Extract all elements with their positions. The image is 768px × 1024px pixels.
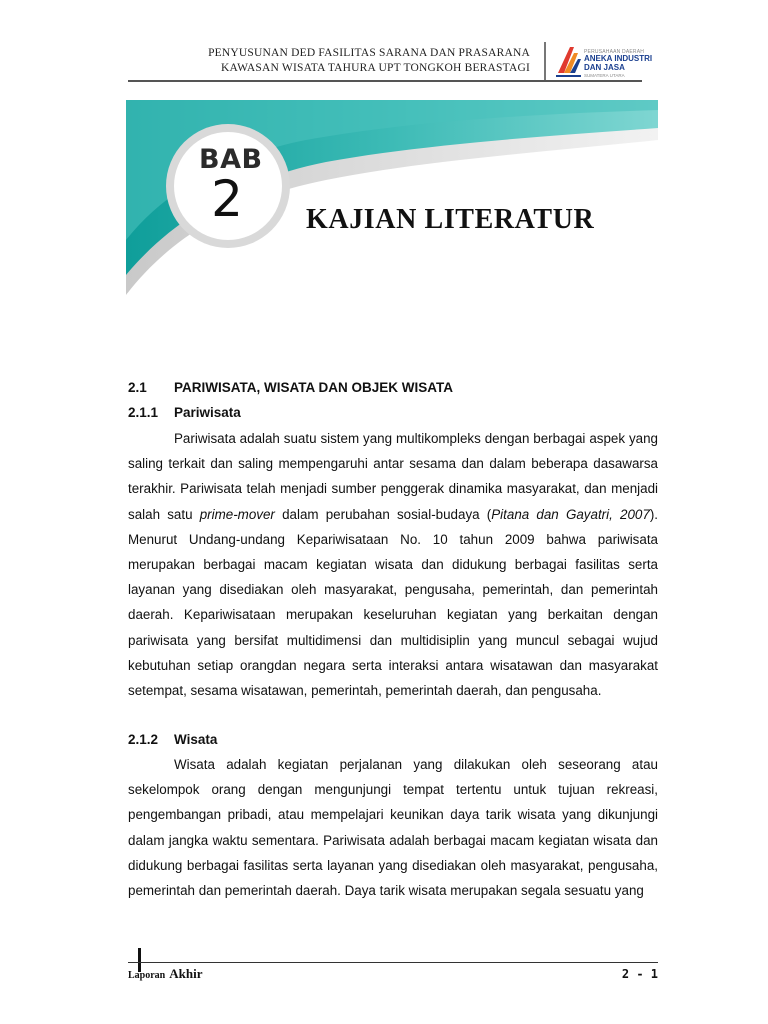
header-divider [544, 42, 546, 80]
section-heading-2-1 [128, 380, 453, 395]
footer-label-big: Akhir [169, 966, 203, 981]
document-header [110, 46, 530, 76]
company-logo-icon [556, 43, 582, 79]
footer-rule [128, 962, 658, 963]
paragraph-pariwisata [128, 426, 658, 703]
company-logo [556, 43, 653, 81]
section-title: PARIWISATA, WISATA DAN OBJEK WISATA [174, 380, 453, 395]
chapter-number: 2 [211, 170, 243, 228]
paragraph-text: ). Menurut Undang-undang Kepariwisataan No. 10 tahun 2009 bahwa pariwisata merupakan berbagai macam kegiatan wisata dan didukung berbagai fasilitas serta layanan yang disediakan oleh masyarakat, pengusaha, pemerintah, dan pemerintah daerah. Kepariwisataan merupakan keseluruhan kegiatan yang berkaitan dengan pariwisata yang bersifat multidimensi dan multidisiplin yang muncul sebagai wujud kebutuhan setiap orangdan negara serta interaksi antara wisatawan dan masyarakat setempat, sesama wisatawan, pemerintah, pemerintah daerah, dan pengusaha. [128, 506, 658, 699]
section-heading-2-1-1 [128, 405, 241, 420]
footer-label-small: Laporan [128, 970, 166, 981]
page-number: 2 - 1 [621, 967, 658, 981]
section-number: 2.1 [128, 380, 147, 395]
paragraph-citation: Pitana dan Gayatri, 2007 [491, 506, 650, 522]
paragraph-italic-term: prime-mover [199, 506, 275, 522]
logo-name-line-1: ANEKA INDUSTRI [584, 54, 653, 63]
paragraph-text: Pariwisata adalah suatu sistem yang multikompleks dengan berbagai aspek yang saling terkait dan saling mempengaruhi antar sesama dan dalam beberapa dasawarsa terakhir. Pariwisata telah menjadi sumber penggerak dinamika masyarakat, dan menjadi salah satu [128, 431, 658, 522]
chapter-title: KAJIAN LITERATUR [306, 204, 595, 235]
paragraph-wisata: Wisata adalah kegiatan perjalanan yang dilakukan oleh seseorang atau sekelompok orang dengan mengunjungi tempat tertentu untuk tujuan rekreasi, pengembangan pribadi, atau mempelajari keunikan daya tarik wisata yang dikunjungi dalam jangka waktu sementara. Pariwisata adalah berbagai macam kegiatan wisata dan didukung berbagai fasilitas serta layanan yang disediakan oleh masyarakat, pengusaha, pemerintah dan pemerintah daerah. Daya tarik wisata merupakan segala sesuatu yang [128, 757, 658, 899]
header-line-1: PENYUSUNAN DED FASILITAS SARANA DAN PRASARANA [208, 47, 530, 59]
footer-label [128, 965, 202, 983]
logo-small-text: PERUSAHAAN DAERAH [584, 49, 645, 55]
section-number: 2.1.2 [128, 732, 159, 747]
logo-name [584, 55, 652, 72]
paragraph-text: dalam perubahan sosial-budaya ( [274, 506, 492, 522]
header-line-2: KAWASAN WISATA TAHURA UPT TONGKOH BERASTAGI [221, 62, 530, 74]
logo-name-line-2: DAN JASA [584, 62, 625, 72]
section-title: Wisata [174, 732, 218, 747]
section-number: 2.1.1 [128, 405, 159, 420]
chapter-label: BAB [199, 144, 263, 175]
logo-sub-text: SUMATERA UTARA [584, 73, 625, 78]
section-heading-2-1-2 [128, 732, 217, 747]
section-title: Pariwisata [174, 405, 241, 420]
